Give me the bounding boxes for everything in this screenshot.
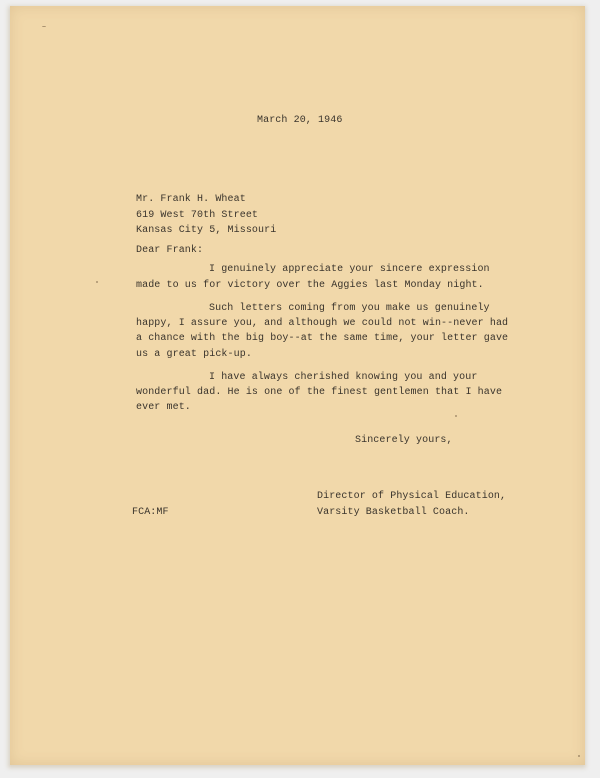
paragraph-1-line-1: I genuinely appreciate your sincere expression	[209, 264, 490, 275]
paragraph-2-line-4: us a great pick-up.	[136, 349, 252, 360]
paragraph-2-line-3: a chance with the big boy--at the same time, your letter gave	[136, 333, 509, 344]
paragraph-3-line-3: ever met.	[136, 402, 191, 413]
salutation: Dear Frank:	[136, 245, 204, 256]
paragraph-3-line-2: wonderful dad. He is one of the finest gentlemen that I have	[136, 387, 503, 398]
paper-speck	[455, 415, 457, 417]
signature-title-2: Varsity Basketball Coach.	[317, 507, 470, 518]
paragraph-2-line-2: happy, I assure you, and although we could not win--never had	[136, 318, 509, 329]
recipient-name: Mr. Frank H. Wheat	[136, 194, 246, 205]
closing: Sincerely yours,	[355, 435, 453, 446]
paper-speck	[578, 755, 580, 757]
paragraph-2-line-1: Such letters coming from you make us genuinely	[209, 303, 490, 314]
letter-date: March 20, 1946	[257, 115, 343, 126]
paper-speck	[42, 26, 46, 27]
paragraph-1-line-2: made to us for victory over the Aggies last Monday night.	[136, 280, 484, 291]
signature-title-1: Director of Physical Education,	[317, 491, 507, 502]
paragraph-3-line-1: I have always cherished knowing you and your	[209, 372, 478, 383]
paper-speck	[96, 281, 98, 283]
recipient-street: 619 West 70th Street	[136, 210, 259, 221]
recipient-city: Kansas City 5, Missouri	[136, 225, 277, 236]
reference-initials: FCA:MF	[132, 507, 169, 518]
